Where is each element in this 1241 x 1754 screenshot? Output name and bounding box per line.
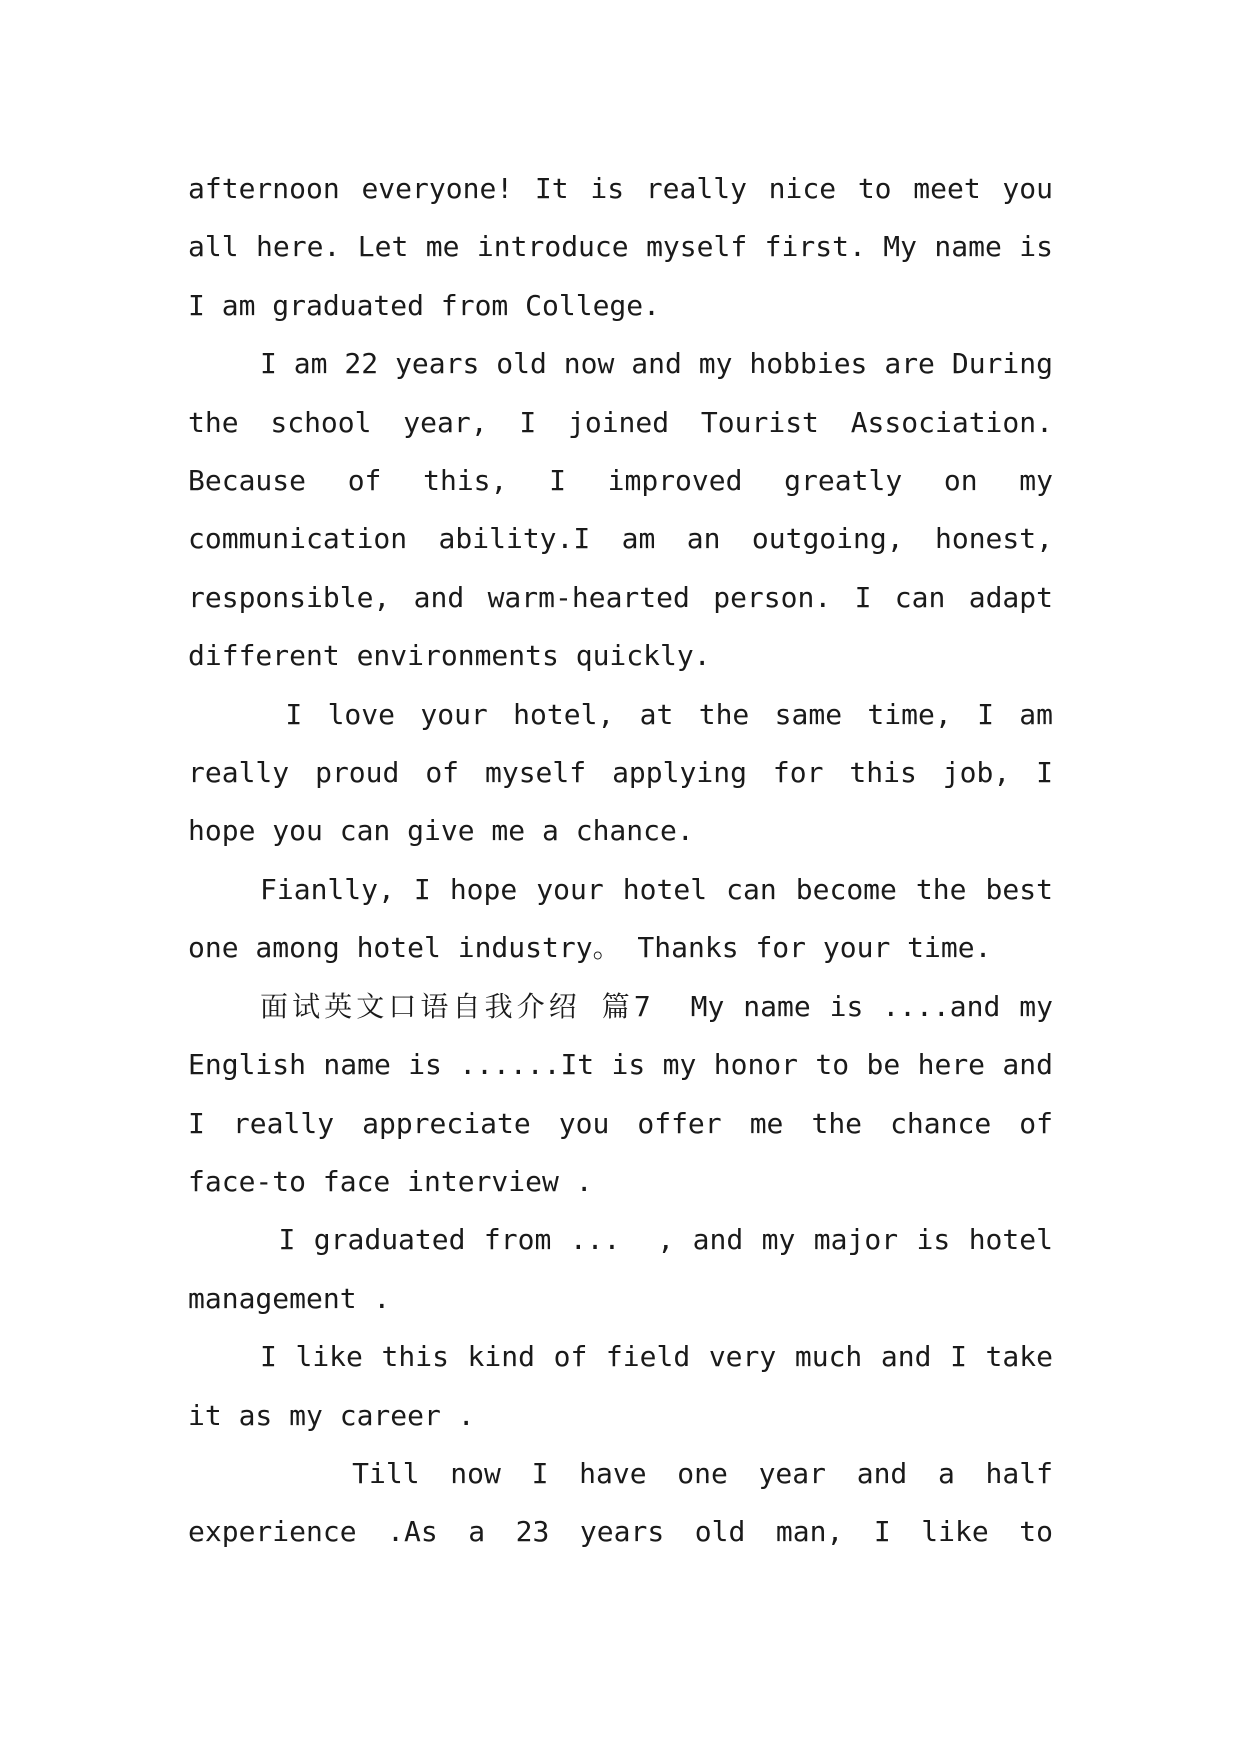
paragraph-3: I love your hotel, at the same time, I am really proud of myself applying for this job, I hope you can give me a chance. xyxy=(188,697,1070,848)
paragraph-5-text: My name is ....and my English name is ......It is my honor to be here and I really appreciate you offer me the chance of face-to face interview . xyxy=(188,989,1070,1198)
section-heading: 面试英文口语自我介绍 篇7 xyxy=(260,989,653,1023)
paragraph-6: I graduated from ... , and my major is hotel management . xyxy=(188,1223,1070,1315)
paragraph-8: Till now I have one year and a half experience .As a 23 years old man, I like to xyxy=(188,1456,1070,1549)
paragraph-5 xyxy=(188,978,1070,1212)
paragraph-1: afternoon everyone! It is really nice to meet you all here. Let me introduce myself first. My name is I am graduated from College. xyxy=(188,172,1053,322)
document-body xyxy=(188,160,1070,1562)
paragraph-2: I am 22 years old now and my hobbies are During the school year, I joined Tourist Association. Because of this, I improved greatly on my communication ability.I am an outgoing, honest, responsible, and warm-hearted person. I can adapt different environments quickly. xyxy=(188,347,1053,673)
paragraph-4: Fianlly, I hope your hotel can become the best one among hotel industry。 Thanks for your time. xyxy=(188,872,1053,965)
paragraph-7: I like this kind of field very much and I take it as my career . xyxy=(188,1340,1053,1432)
